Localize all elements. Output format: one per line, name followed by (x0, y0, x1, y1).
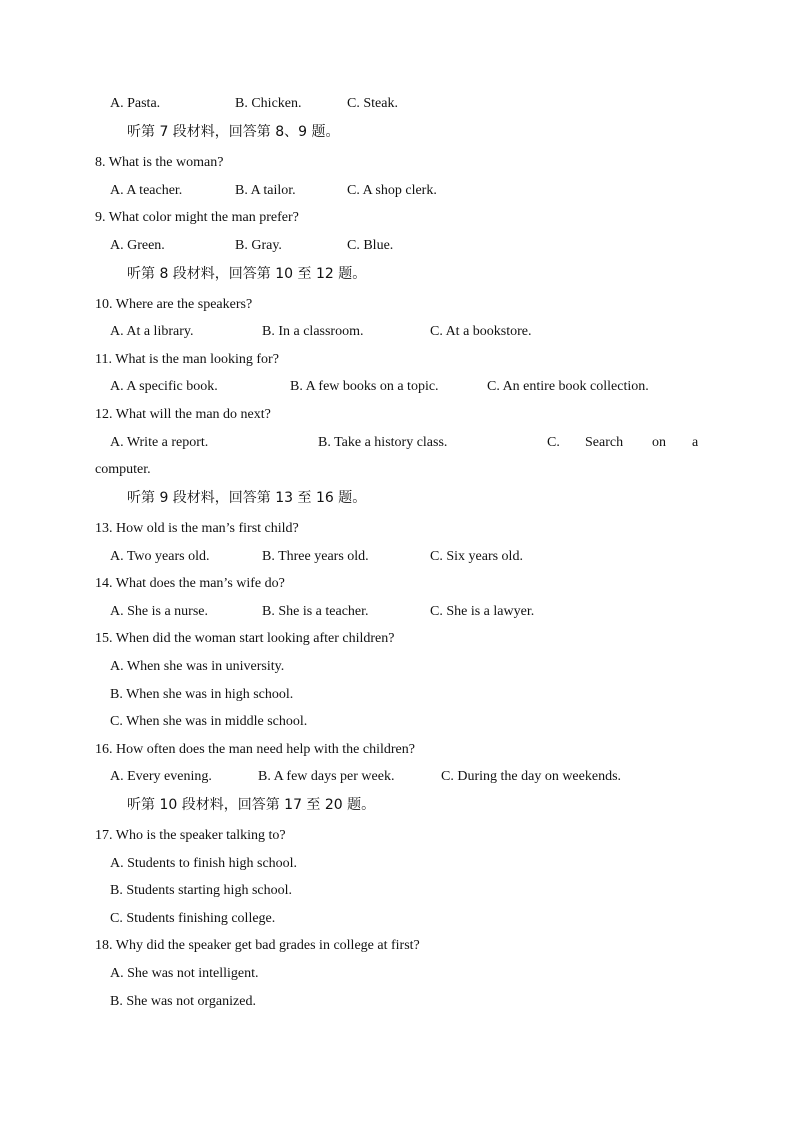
q10-option-a: A. At a library. (110, 324, 194, 339)
q16-option-c: C. During the day on weekends. (441, 769, 622, 784)
q13-option-a: A. Two years old. (110, 549, 210, 564)
q11-option-c: C. An entire book collection. (487, 379, 649, 394)
q8-option-a: A. A teacher. (110, 183, 183, 198)
q12-option-a: A. Write a report. (110, 435, 209, 450)
q12-option-c-continued: computer. (95, 462, 151, 477)
q12-option-c-word-on: on (652, 435, 666, 450)
q10-option-c: C. At a bookstore. (430, 324, 532, 339)
q13-option-c: C. Six years old. (430, 549, 523, 564)
q13-option-b: B. Three years old. (262, 549, 369, 564)
q10-option-b: B. In a classroom. (262, 324, 364, 339)
q16-option-a: A. Every evening. (110, 769, 212, 784)
section-10-instruction: 听第 10 段材料，回答第 17 至 20 题。 (127, 797, 376, 813)
section-7-instruction: 听第 7 段材料，回答第 8、9 题。 (127, 124, 340, 140)
q15-option-a: A. When she was in university. (110, 659, 285, 674)
q12-option-c-word-search: Search (585, 435, 624, 450)
q7-option-a: A. Pasta. (110, 96, 161, 111)
q9-option-c: C. Blue. (347, 238, 394, 253)
q9-option-b: B. Gray. (235, 238, 282, 253)
q17-option-a: A. Students to finish high school. (110, 856, 298, 871)
q11-option-b: B. A few books on a topic. (290, 379, 439, 394)
q18-option-b: B. She was not organized. (110, 994, 256, 1009)
q12-option-c-word-a: a (692, 435, 699, 450)
q9-option-a: A. Green. (110, 238, 165, 253)
q13-question: 13. How old is the man’s first child? (95, 521, 299, 536)
q17-option-c: C. Students finishing college. (110, 911, 276, 926)
q18-option-a: A. She was not intelligent. (110, 966, 259, 981)
q14-option-a: A. She is a nurse. (110, 604, 208, 619)
q17-question: 17. Who is the speaker talking to? (95, 828, 286, 843)
q10-question: 10. Where are the speakers? (95, 297, 253, 312)
section-9-instruction: 听第 9 段材料，回答第 13 至 16 题。 (127, 490, 367, 506)
q8-option-c: C. A shop clerk. (347, 183, 437, 198)
q11-option-a: A. A specific book. (110, 379, 218, 394)
q18-question: 18. Why did the speaker get bad grades in college at first? (95, 938, 420, 953)
q12-question: 12. What will the man do next? (95, 407, 271, 422)
q12-option-c-prefix: C. (547, 435, 560, 450)
q14-option-b: B. She is a teacher. (262, 604, 369, 619)
q11-question: 11. What is the man looking for? (95, 352, 279, 367)
q16-option-b: B. A few days per week. (258, 769, 395, 784)
q15-option-b: B. When she was in high school. (110, 687, 294, 702)
q7-option-c: C. Steak. (347, 96, 398, 111)
q14-option-c: C. She is a lawyer. (430, 604, 535, 619)
section-8-instruction: 听第 8 段材料，回答第 10 至 12 题。 (127, 266, 367, 282)
q8-option-b: B. A tailor. (235, 183, 296, 198)
q12-option-b: B. Take a history class. (318, 435, 448, 450)
q7-option-b: B. Chicken. (235, 96, 302, 111)
q16-question: 16. How often does the man need help with the children? (95, 742, 415, 757)
q15-option-c: C. When she was in middle school. (110, 714, 308, 729)
q15-question: 15. When did the woman start looking after children? (95, 631, 395, 646)
q9-question: 9. What color might the man prefer? (95, 210, 299, 225)
q8-question: 8. What is the woman? (95, 155, 224, 170)
q14-question: 14. What does the man’s wife do? (95, 576, 285, 591)
q17-option-b: B. Students starting high school. (110, 883, 292, 898)
